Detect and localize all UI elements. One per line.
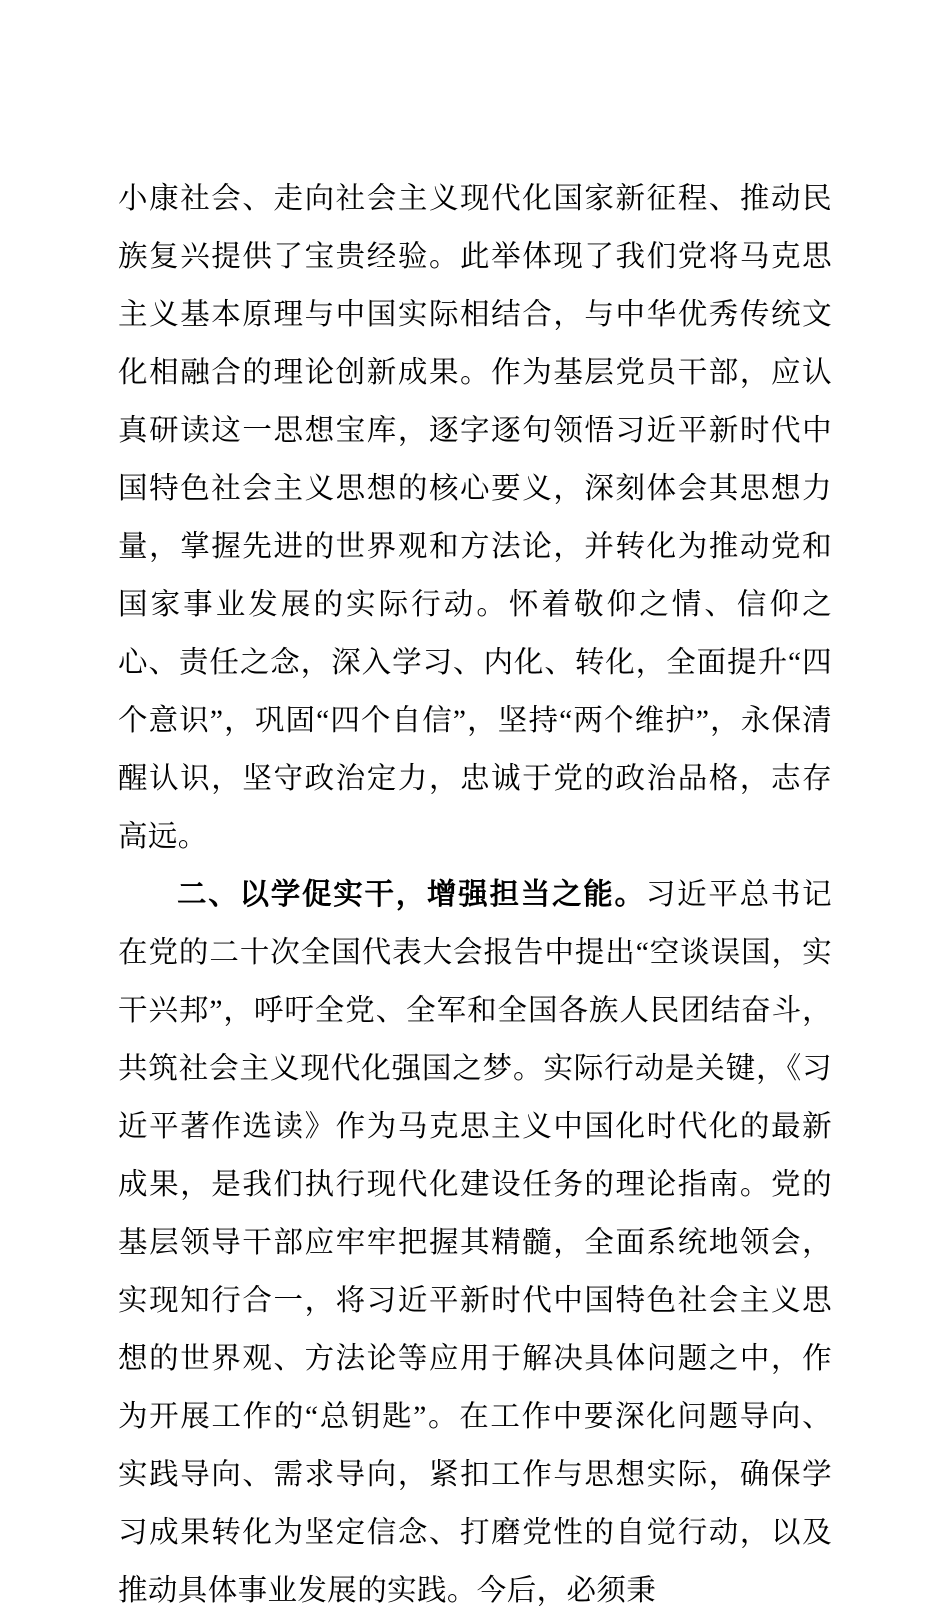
paragraph-text: 习近平总书记在党的二十次全国代表大会报告中提出“空谈误国，实干兴邦”，呼吁全党、全军和全国各族人民团结奋斗，共筑社会主义现代化强国之梦。实际行动是关键，《习近平著作选读》作为马克思主义中国化时代化的最新成果，是我们执行现代化建设任务的理论指南。党的基层领导干部应牢牢把握其精髓，全面系统地领会，实现知行合一，将习近平新时代中国特色社会主义思想的世界观、方法论等应用于解决具体问题之中，作为开展工作的“总钥匙”。在工作中要深化问题导向、实践导向、需求导向，紧扣工作与思想实际，确保学习成果转化为坚定信念、打磨党性的自觉行动，以及推动具体事业发展的实践。今后，必须秉 (118, 879, 832, 1607)
paragraph-continued (118, 170, 832, 866)
paragraph-text: 小康社会、走向社会主义现代化国家新征程、推动民族复兴提供了宝贵经验。此举体现了我们党将马克思主义基本原理与中国实际相结合，与中华优秀传统文化相融合的理论创新成果。作为基层党员干部，应认真研读这一思想宝库，逐字逐句领悟习近平新时代中国特色社会主义思想的核心要义，深刻体会其思想力量，掌握先进的世界观和方法论，并转化为推动党和国家事业发展的实际行动。怀着敬仰之情、信仰之心、责任之念，深入学习、内化、转化，全面提升“四个意识”，巩固“四个自信”，坚持“两个维护”，永保清醒认识，坚守政治定力，忠诚于党的政治品格，志存高远。 (118, 183, 832, 853)
section-heading-inline: 二、以学促实干，增强担当之能。 (177, 879, 646, 911)
document-body (118, 170, 832, 1620)
paragraph-section-two (118, 866, 832, 1620)
